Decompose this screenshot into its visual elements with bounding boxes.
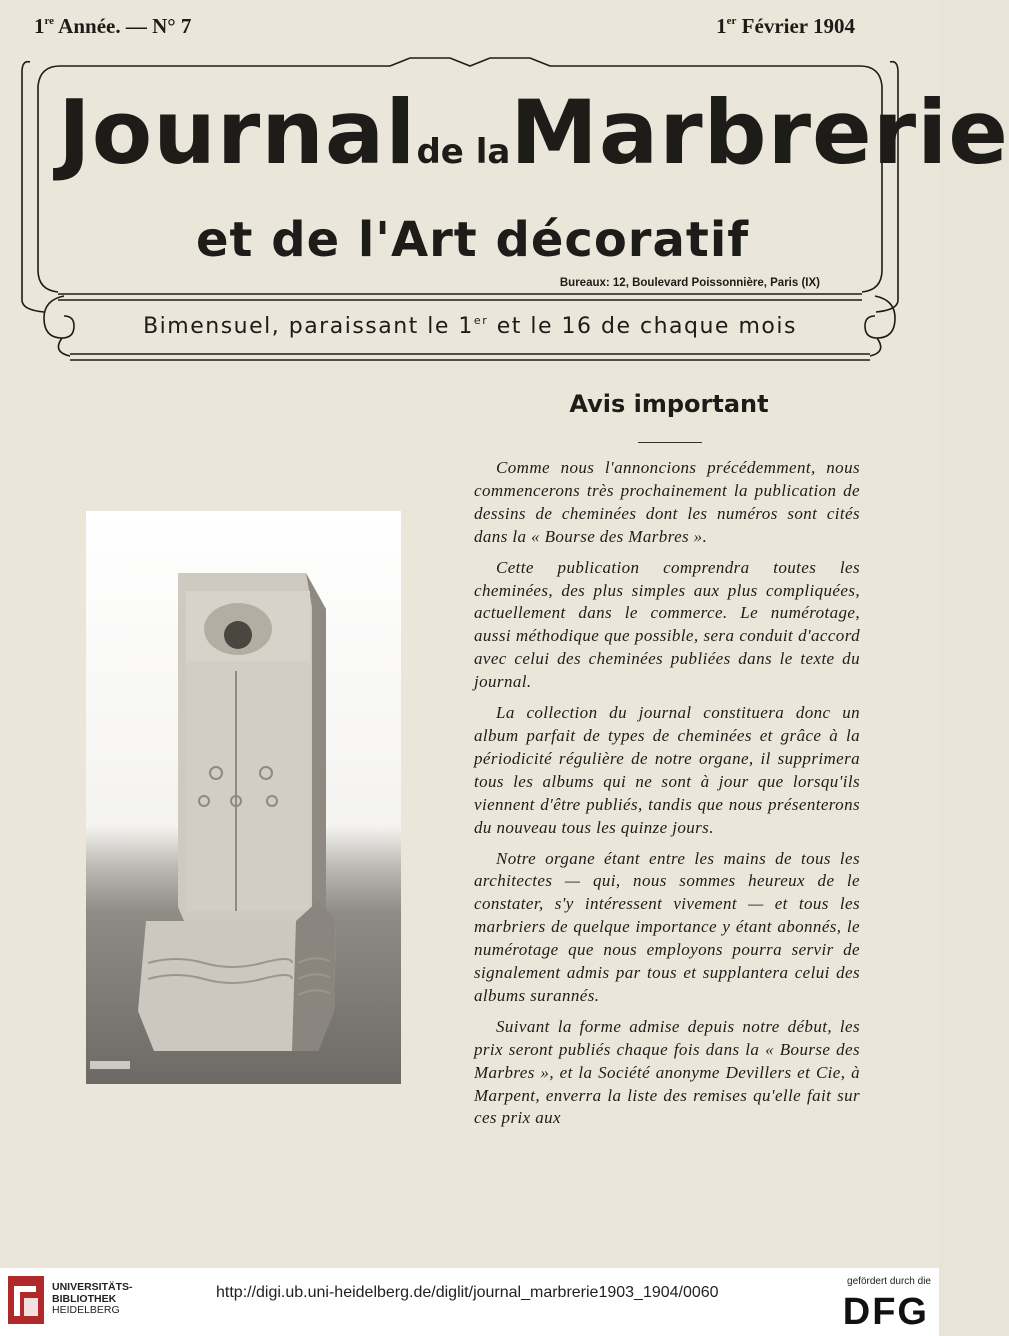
journal-title-small: de la <box>416 132 511 172</box>
library-name: UNIVERSITÄTS- BIBLIOTHEK HEIDELBERG <box>52 1281 133 1316</box>
issue-number: 1re Année. — N° 7 <box>34 14 192 38</box>
title-divider <box>638 442 702 443</box>
article-paragraph: Suivant la forme admise depuis notre début, les prix seront publiés chaque fois dans la « Bourse des Marbres », et la Société anonyme Devillers et Cie, à Marpent, enverra la liste des remises qu'elle fait sur ces prix aux <box>474 1016 860 1128</box>
source-url-link[interactable]: http://digi.ub.uni-heidelberg.de/diglit/journal_marbrerie1903_1904/0060 <box>216 1284 719 1301</box>
dfg-logo: DFG <box>842 1291 929 1333</box>
bureaux-address: Bureaux: 12, Boulevard Poissonnière, Paris (IX) <box>559 277 820 289</box>
article-title: Avis important <box>569 390 769 418</box>
digitization-footer <box>0 1268 939 1336</box>
university-library-logo-icon <box>8 1276 46 1326</box>
article-paragraph: Comme nous l'annoncions précédemment, nous commencerons très prochainement la publication de dessins de cheminées dont les numéros sont cités dans la « Bourse des Marbres ». <box>474 458 860 546</box>
journal-title: Journalde laMarbrerie <box>58 81 1009 184</box>
funding-caption: gefördert durch die <box>847 1276 931 1287</box>
article-avis-important <box>474 378 860 1138</box>
publication-tagline: Bimensuel, paraissant le 1er et le 16 de chaque mois <box>143 314 797 339</box>
article-paragraph: La collection du journal constituera donc un album parfait de types de cheminées et grâce à la périodicité régulière de notre organe, il supprimera tous les albums qui ne sont à jour que lorsqu'ils viennent d'être publiés, tandis que nous présenterons du nouveau tous les quinze jours. <box>474 703 860 837</box>
article-paragraph: Cette publication comprendra toutes les cheminées, des plus simples aux plus compliquées, actuellement dans le commerce. Le numérotage, aussi méthodique que possible, sera conduit d'accord avec celui des cheminées publiées dans le texte du journal. <box>474 557 860 692</box>
fountain-sculpture-image <box>90 573 336 1069</box>
article-paragraph: Notre organe étant entre les mains de tous les architectes — qui, nous sommes heureux de le constater, s'y intéressent vivement — et tous les marbriers de quelque importance y étant abonnés, le numérotage que nous employons pourra servir de signalement admis par tous et supplantera celui des albums surannés. <box>474 848 860 1005</box>
issue-date: 1er Février 1904 <box>716 14 855 38</box>
journal-subtitle: et de l'Art décoratif <box>196 212 750 268</box>
fountain-photograph <box>86 511 401 1084</box>
